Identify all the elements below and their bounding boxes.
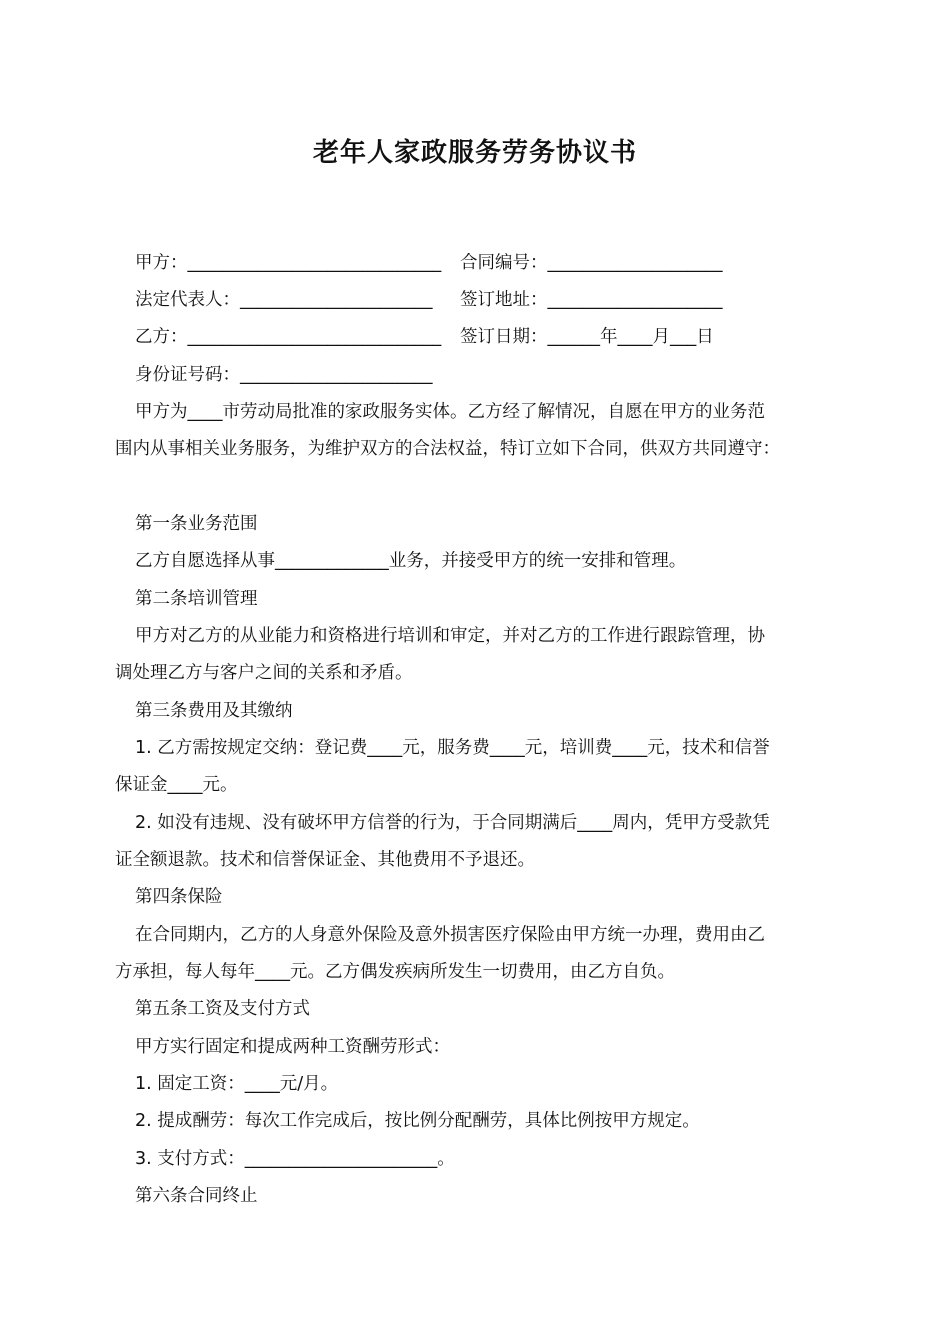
article-text: 3. 支付方式：______________________。 <box>135 1149 455 1169</box>
preamble-line: 围内从事相关业务服务，为维护双方的合法权益，特订立如下合同，供双方共同遵守： <box>115 439 780 459</box>
article-text: 甲方对乙方的从业能力和资格进行培训和审定，并对乙方的工作进行跟踪管理，协 <box>135 626 765 646</box>
party-a-field: 甲方：_____________________________ <box>135 253 442 273</box>
article-text: 调处理乙方与客户之间的关系和矛盾。 <box>115 663 413 683</box>
article-text: 证全额退款。技术和信誉保证金、其他费用不予退还。 <box>115 850 535 870</box>
article-text: 方承担，每人每年____元。乙方偶发疾病所发生一切费用，由乙方自负。 <box>115 962 675 982</box>
article-heading: 第二条培训管理 <box>135 589 258 609</box>
signing-date-field: 签订日期：______年____月___日 <box>460 327 714 347</box>
article-heading: 第三条费用及其缴纳 <box>135 701 293 721</box>
article-text: 保证金____元。 <box>115 775 238 795</box>
article-text: 1. 乙方需按规定交纳：登记费____元，服务费____元，培训费____元，技术和信誉 <box>135 738 770 758</box>
article-heading: 第五条工资及支付方式 <box>135 999 310 1019</box>
legal-representative-field: 法定代表人：______________________ <box>135 290 433 310</box>
article-heading: 第四条保险 <box>135 887 223 907</box>
preamble-line: 甲方为____市劳动局批准的家政服务实体。乙方经了解情况，自愿在甲方的业务范 <box>135 402 765 422</box>
article-heading: 第六条合同终止 <box>135 1186 258 1206</box>
article-text: 在合同期内，乙方的人身意外保险及意外损害医疗保险由甲方统一办理，费用由乙 <box>135 925 765 945</box>
article-text: 甲方实行固定和提成两种工资酬劳形式： <box>135 1037 450 1057</box>
article-text: 1. 固定工资：____元/月。 <box>135 1074 339 1094</box>
document-title: 老年人家政服务劳务协议书 <box>312 138 637 168</box>
article-heading: 第一条业务范围 <box>135 514 258 534</box>
article-text: 乙方自愿选择从事_____________业务，并接受甲方的统一安排和管理。 <box>135 551 687 571</box>
article-text: 2. 提成酬劳：每次工作完成后，按比例分配酬劳，具体比例按甲方规定。 <box>135 1111 700 1131</box>
article-text: 2. 如没有违规、没有破坏甲方信誉的行为，于合同期满后____周内，凭甲方受款凭 <box>135 813 770 833</box>
id-number-field: 身份证号码：______________________ <box>135 365 433 385</box>
signing-place-field: 签订地址：____________________ <box>460 290 723 310</box>
party-b-field: 乙方：_____________________________ <box>135 327 442 347</box>
contract-number-field: 合同编号：____________________ <box>460 253 723 273</box>
